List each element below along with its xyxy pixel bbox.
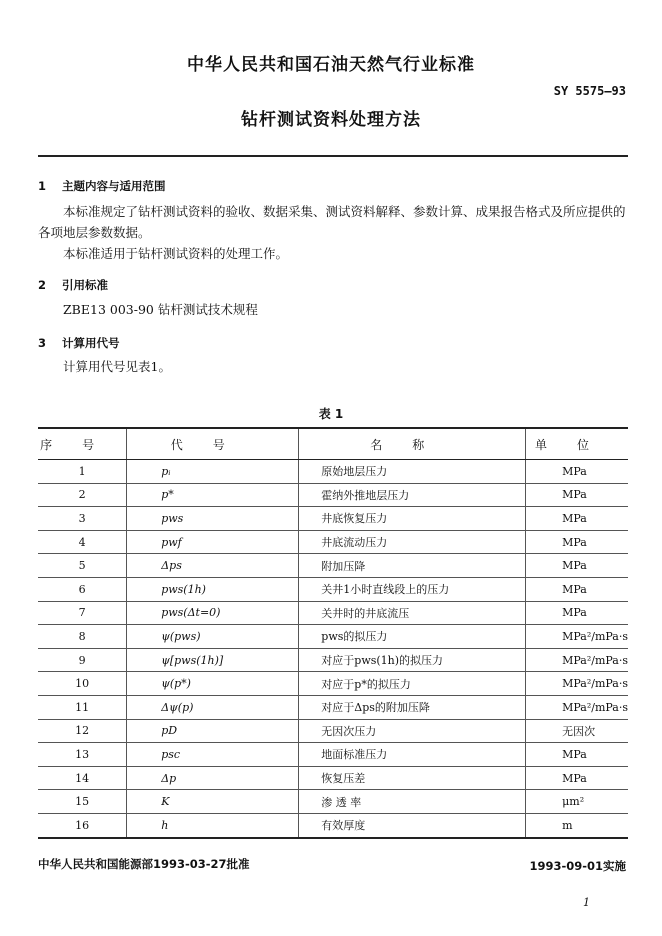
table-caption: 表 1 (318, 407, 344, 421)
header-name: 名称 (299, 428, 526, 460)
section-1-paragraph-1: 本标准规定了钻杆测试资料的验收、数据采集、测试资料解释、参数计算、成果报告格式及所应提供的各项地层参数数据。 (38, 204, 626, 240)
cell-symbol: ψ(p*) (127, 672, 299, 696)
cell-no: 2 (38, 483, 127, 507)
cell-no: 8 (38, 625, 127, 649)
cell-symbol: pws(Δt=0) (127, 601, 299, 625)
cell-unit: MPa (526, 507, 628, 531)
cell-name: 霍纳外推地层压力 (299, 483, 526, 507)
section-1-heading (38, 178, 166, 194)
section-title: 计算用代号 (62, 336, 120, 350)
cell-no: 1 (38, 460, 127, 484)
cell-symbol: Δψ(p) (127, 695, 299, 719)
section-3-paragraph-1: 计算用代号见表1。 (63, 359, 171, 374)
cell-name: 对应于p*的拟压力 (299, 672, 526, 696)
section-1-paragraph-2: 本标准适用于钻杆测试资料的处理工作。 (63, 246, 289, 261)
cell-symbol: p* (127, 483, 299, 507)
cell-no: 11 (38, 695, 127, 719)
table-row (38, 601, 628, 625)
cell-no: 10 (38, 672, 127, 696)
table-row (38, 719, 628, 743)
cell-unit: MPa (526, 766, 628, 790)
table-row (38, 790, 628, 814)
cell-unit: m (526, 813, 628, 837)
cell-unit: MPa²/mPa·s (526, 648, 628, 672)
symbol-table (38, 427, 628, 839)
cell-name: 关井时的井底流压 (299, 601, 526, 625)
section-2-paragraph-1: ZBE13 003-90 钻杆测试技术规程 (63, 302, 258, 317)
cell-symbol: pD (127, 719, 299, 743)
cell-symbol: pwf (127, 530, 299, 554)
cell-unit: MPa (526, 601, 628, 625)
industry-standard-title: 中华人民共和国石油天然气行业标准 (187, 55, 475, 75)
cell-symbol: pws(1h) (127, 577, 299, 601)
section-number: 2 (38, 278, 47, 292)
document-title: 钻杆测试资料处理方法 (241, 110, 421, 130)
table-row (38, 507, 628, 531)
section-3-heading (38, 335, 120, 351)
cell-symbol: h (127, 813, 299, 837)
table-row (38, 483, 628, 507)
cell-name: 无因次压力 (299, 719, 526, 743)
cell-no: 7 (38, 601, 127, 625)
cell-name: 地面标准压力 (299, 743, 526, 767)
table-row (38, 460, 628, 484)
cell-symbol: ψ(pws) (127, 625, 299, 649)
cell-symbol: pᵢ (127, 460, 299, 484)
table-row (38, 530, 628, 554)
cell-name: 恢复压差 (299, 766, 526, 790)
cell-unit: μm² (526, 790, 628, 814)
cell-unit: MPa (526, 577, 628, 601)
cell-no: 12 (38, 719, 127, 743)
cell-symbol: ψ[pws(1h)] (127, 648, 299, 672)
cell-unit: MPa (526, 483, 628, 507)
cell-no: 14 (38, 766, 127, 790)
cell-unit: MPa (526, 743, 628, 767)
cell-name: 渗 透 率 (299, 790, 526, 814)
header-rule (38, 155, 628, 157)
section-number: 1 (38, 179, 47, 193)
header-unit: 单位 (526, 428, 628, 460)
header-symbol: 代号 (127, 428, 299, 460)
table-row (38, 813, 628, 837)
section-number: 3 (38, 336, 47, 350)
cell-name: 对应于Δps的附加压降 (299, 695, 526, 719)
cell-no: 6 (38, 577, 127, 601)
cell-unit: MPa (526, 460, 628, 484)
standard-code: SY 5575—93 (553, 84, 626, 98)
table-header-row (38, 428, 628, 460)
table-row (38, 577, 628, 601)
section-2-heading (38, 277, 108, 293)
page-number: 1 (583, 896, 590, 909)
cell-no: 5 (38, 554, 127, 578)
cell-name: 井底恢复压力 (299, 507, 526, 531)
cell-name: 井底流动压力 (299, 530, 526, 554)
table-row (38, 554, 628, 578)
cell-no: 15 (38, 790, 127, 814)
cell-unit: 无因次 (526, 719, 628, 743)
cell-name: 附加压降 (299, 554, 526, 578)
section-title: 引用标准 (62, 278, 108, 292)
cell-symbol: K (127, 790, 299, 814)
cell-unit: MPa²/mPa·s (526, 625, 628, 649)
table-row (38, 672, 628, 696)
cell-symbol: pws (127, 507, 299, 531)
cell-unit: MPa²/mPa·s (526, 672, 628, 696)
effective-date: 1993-09-01实施 (529, 859, 626, 873)
table-row (38, 695, 628, 719)
section-title: 主题内容与适用范围 (62, 179, 166, 193)
cell-name: 原始地层压力 (299, 460, 526, 484)
cell-name: 有效厚度 (299, 813, 526, 837)
cell-symbol: Δps (127, 554, 299, 578)
cell-name: pws的拟压力 (299, 625, 526, 649)
table-row (38, 743, 628, 767)
header-no: 序号 (38, 428, 127, 460)
table-row (38, 625, 628, 649)
cell-no: 13 (38, 743, 127, 767)
cell-no: 9 (38, 648, 127, 672)
cell-unit: MPa (526, 554, 628, 578)
cell-symbol: psc (127, 743, 299, 767)
cell-unit: MPa²/mPa·s (526, 695, 628, 719)
cell-name: 对应于pws(1h)的拟压力 (299, 648, 526, 672)
cell-no: 16 (38, 813, 127, 837)
cell-name: 关井1小时直线段上的压力 (299, 577, 526, 601)
table-row (38, 766, 628, 790)
cell-no: 4 (38, 530, 127, 554)
cell-unit: MPa (526, 530, 628, 554)
cell-symbol: Δp (127, 766, 299, 790)
table-row (38, 648, 628, 672)
approval-note: 中华人民共和国能源部1993-03-27批准 (38, 857, 250, 871)
cell-no: 3 (38, 507, 127, 531)
